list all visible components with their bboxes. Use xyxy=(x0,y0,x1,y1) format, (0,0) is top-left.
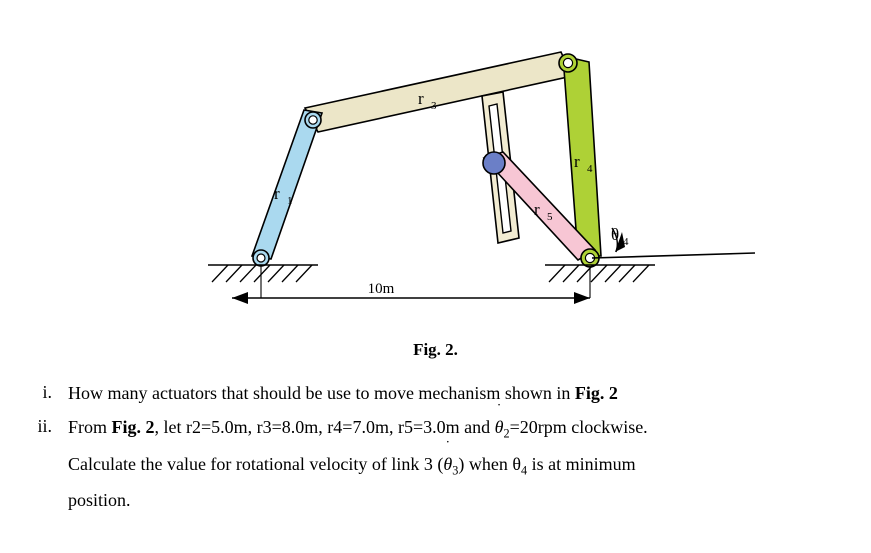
label-r4: r xyxy=(574,152,580,171)
question-ii-line3: position. xyxy=(68,490,131,511)
question-ii-line2-post: is at minimum xyxy=(527,453,636,474)
question-ii-line1 xyxy=(68,402,841,449)
label-r1: r xyxy=(274,184,280,203)
question-ii-line2 xyxy=(68,438,841,486)
joint-top-left-inner xyxy=(309,116,317,124)
theta4-reference-line xyxy=(592,253,755,258)
slider-pin-joint xyxy=(483,152,505,174)
question-ii-line2-pre: Calculate the value for rotational velocity of link 3 ( xyxy=(68,453,444,474)
figure-caption: Fig. 2. xyxy=(413,340,458,359)
label-theta4: θ xyxy=(611,225,620,244)
question-text-ii xyxy=(68,402,871,515)
theta3-glyph: θ xyxy=(443,453,453,474)
label-r3-sub: 3 xyxy=(431,100,437,112)
question-ii-post: =20rpm clockwise. xyxy=(509,417,648,437)
theta2-glyph: θ xyxy=(494,417,504,437)
question-item-ii xyxy=(0,402,871,515)
ground-joint-left-inner xyxy=(257,254,265,262)
label-r1-sub: 1 xyxy=(287,195,293,207)
label-r5-sub: 5 xyxy=(547,211,553,223)
joint-top-right-inner xyxy=(563,58,572,67)
label-r5: r xyxy=(534,200,540,219)
question-text-i xyxy=(68,378,871,408)
question-i-figref: Fig. 2 xyxy=(574,383,618,403)
question-ii-mid: , let r2=5.0m, r3=8.0m, r4=7.0m, r5=3.0m and xyxy=(154,417,495,437)
theta3-overdot: ˙ xyxy=(445,438,451,455)
label-theta4-sub: 4 xyxy=(623,236,629,248)
question-item-i xyxy=(0,378,871,408)
theta2-dot-symbol xyxy=(494,402,504,442)
question-marker-ii: ii. xyxy=(37,416,52,436)
theta2-subscript: 2 xyxy=(503,426,510,441)
theta3-dot-symbol xyxy=(443,438,453,479)
link3-body xyxy=(305,52,572,132)
questions-list xyxy=(0,378,871,519)
theta2-overdot: ˙ xyxy=(496,402,502,419)
question-marker-i: i. xyxy=(42,382,52,402)
question-i-part1: How many actuators that should be use to move mechanism shown in xyxy=(68,383,575,403)
question-ii-line2-mid: ) when θ xyxy=(458,453,521,474)
question-ii-pre: From xyxy=(68,417,112,437)
link1-body xyxy=(252,110,322,259)
theta3-subscript: 3 xyxy=(452,463,459,478)
theta4-subscript-text: 4 xyxy=(520,463,528,478)
ground-support-left xyxy=(208,265,318,282)
ground-support-right xyxy=(545,265,655,282)
dimension-10m xyxy=(232,266,590,304)
label-r4-sub: 4 xyxy=(587,163,593,175)
label-dimension-10m: 10m xyxy=(367,281,395,297)
label-r3: r xyxy=(418,89,424,108)
question-ii-figref: Fig. 2 xyxy=(111,417,155,437)
